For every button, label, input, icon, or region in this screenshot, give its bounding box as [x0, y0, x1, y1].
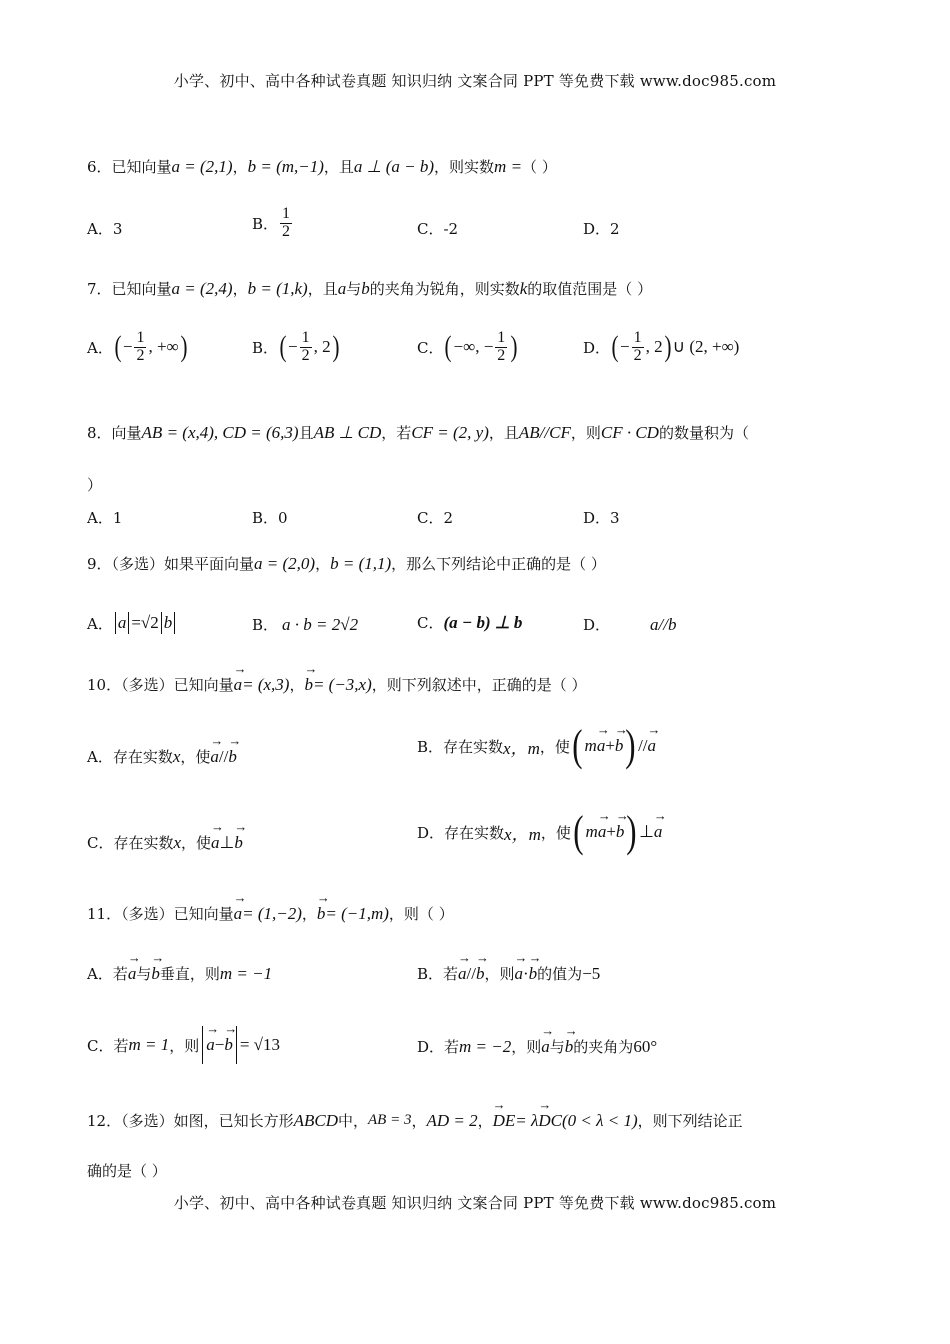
q10-option-c-x: x — [173, 832, 182, 852]
q12-zhong: 中， — [337, 1112, 368, 1130]
q11-option-b-b2: → b — [529, 964, 538, 984]
q11-option-d-m: m = −2 — [459, 1036, 512, 1056]
q10-option-b-b: → b — [615, 736, 624, 756]
q7-option-c — [417, 330, 519, 365]
q11-option-b-a2: → a — [515, 964, 524, 984]
q10-option-b-shi: ，使 — [539, 737, 570, 756]
q12-tail: ，则下列结论正 — [637, 1112, 743, 1130]
q10-option-c-label: C．存在实数 — [87, 834, 174, 852]
q7-mid: ，且 — [307, 280, 338, 298]
q12-eq: = λ — [515, 1110, 539, 1130]
q11-option-a-a: → a — [128, 964, 137, 984]
q11-vector-b: → b — [317, 904, 326, 924]
q6-vector-b: b = (m,−1) — [247, 156, 324, 176]
q8-option-d — [583, 507, 620, 528]
q7-option-b — [252, 330, 341, 365]
q9-option-c — [417, 612, 522, 633]
q10-number: 10．（多选）已知向量 — [87, 676, 234, 694]
question-12 — [87, 1110, 743, 1131]
q10-option-d-label: D．存在实数 — [417, 823, 505, 842]
q8-tail: 的数量积为（ — [658, 424, 749, 442]
q12-ab: AB = 3 — [368, 1112, 412, 1128]
q11-option-b-rel: // — [466, 963, 476, 983]
abs-bar — [128, 612, 129, 634]
q12-dc: → DC — [538, 1111, 562, 1131]
q7-option-c-rparen: ) — [510, 330, 518, 364]
q7-option-d-rparen: ) — [664, 330, 672, 364]
q7-option-d-den: 2 — [633, 346, 642, 364]
q12-rect: ABCD — [293, 1110, 338, 1130]
q11-option-a — [87, 963, 272, 984]
q7-option-a-post: , +∞ — [148, 337, 179, 357]
abs-bar — [202, 1026, 203, 1064]
q11-option-a-b: → b — [151, 964, 160, 984]
q7-option-c-label: C． — [417, 338, 444, 357]
q6-number: 6．已知向量 — [87, 158, 172, 176]
q6-option-b-label: B． — [252, 214, 279, 233]
q12-wrap — [87, 1160, 167, 1181]
q10-option-d-shi: ，使 — [540, 823, 571, 842]
q7-option-a-num: 1 — [136, 329, 145, 346]
q10-option-d-b: → b — [616, 822, 625, 842]
q7-option-b-rparen: ) — [332, 330, 340, 364]
page-footer: 小学、初中、高中各种试卷真题 知识归纳 文案合同 PPT 等免费下载 www.doc985.com — [173, 1194, 777, 1212]
q7-option-b-label: B． — [252, 338, 279, 357]
q11-option-d-yu: 与 — [549, 1038, 565, 1056]
q11-option-a-label: A．若 — [87, 965, 128, 983]
q11-option-d-label: D．若 — [417, 1038, 460, 1056]
q11-vector-b-value: = (−1,m) — [325, 903, 389, 923]
q11-vector-a-value: = (1,−2) — [242, 903, 302, 923]
q11-option-c-a: → a — [206, 1035, 215, 1055]
q11-option-d-tail: 的夹角为 — [573, 1038, 634, 1056]
q12-ad: AD = 2 — [426, 1110, 478, 1130]
q10-option-a-b: → b — [228, 747, 237, 767]
q10-tail: ，则下列叙述中，正确的是（ ） — [371, 676, 587, 694]
q11-option-d-mid: ，则 — [511, 1038, 542, 1056]
q9-option-a-mid: =√2 — [131, 613, 159, 632]
q12-range: (0 < λ < 1) — [562, 1110, 638, 1130]
q12-sep1: ， — [411, 1112, 427, 1130]
q6-option-a-text: A．3 — [87, 220, 123, 238]
q8-number: 8．向量 — [87, 424, 142, 442]
q11-option-d-a: → a — [541, 1037, 550, 1057]
q10-option-a-a: → a — [210, 747, 219, 767]
q12-sep2: ， — [477, 1112, 493, 1130]
q11-option-b-val: −5 — [582, 963, 601, 983]
q7-option-d-fraction — [632, 330, 644, 365]
q7-number: 7．已知向量 — [87, 280, 172, 298]
q8-mid1: 且 — [298, 424, 314, 442]
q7-option-a-rparen: ) — [180, 330, 188, 364]
q6-option-b-num: 1 — [282, 205, 291, 222]
q6-option-d — [583, 218, 620, 239]
q10-option-a-label: A．存在实数 — [87, 748, 173, 766]
q9-option-b — [252, 614, 358, 635]
q9-vector-b: b = (1,1) — [330, 553, 392, 573]
q11-number: 11．（多选）已知向量 — [87, 905, 234, 923]
abs-bar — [174, 612, 175, 634]
q11-vector-a: → a — [234, 904, 243, 924]
question-8 — [87, 422, 749, 443]
q11-option-d-val: 60° — [633, 1036, 658, 1056]
q10-option-d-vars: x，m — [504, 824, 541, 844]
q7-option-d-lparen: ( — [611, 330, 619, 364]
q8-cond2: AB//CF — [518, 422, 571, 442]
q9-tail: ，那么下列结论中正确的是（ ） — [391, 555, 606, 573]
q11-option-c-mid: ，则 — [169, 1036, 200, 1055]
q8-wrap — [87, 474, 102, 495]
q7-option-c-num: 1 — [497, 329, 506, 346]
q6-paren: （ ） — [522, 158, 557, 176]
q10-option-d-lparen: ( — [573, 807, 584, 856]
question-7 — [87, 278, 652, 299]
abs-bar — [115, 612, 116, 634]
q11-tail: ，则（ ） — [388, 905, 454, 923]
q8-mid2: ，若 — [381, 424, 412, 442]
q11-option-b-label: B．若 — [417, 965, 459, 983]
q10-option-d — [417, 807, 663, 856]
q11-sep: ， — [301, 905, 317, 923]
q10-option-d-m: m — [585, 822, 598, 841]
q7-option-a-pre: − — [122, 337, 133, 357]
q10-vector-b-value: = (−3,x) — [312, 674, 372, 694]
q9-option-d-label: D． — [583, 616, 611, 634]
q9-option-a-b: b — [163, 613, 173, 632]
q11-option-c-b: → b — [224, 1035, 233, 1055]
q10-option-b-vars: x，m — [503, 738, 540, 758]
q10-option-b-a: → a — [597, 736, 606, 756]
q8-option-b-text: B．0 — [252, 509, 288, 527]
q10-option-c-shi: ，使 — [181, 834, 212, 852]
q10-vector-a: → a — [234, 675, 243, 695]
q8-option-d-text: D．3 — [583, 509, 620, 527]
q6-option-b — [252, 206, 294, 241]
q9-number: 9．（多选）如果平面向量 — [87, 555, 255, 573]
q9-sep: ， — [315, 555, 331, 573]
q11-option-b-a: → a — [458, 964, 467, 984]
q10-option-c-a: → a — [211, 833, 220, 853]
q9-option-d-expr: a//b — [650, 614, 677, 634]
q7-option-a-den: 2 — [136, 346, 145, 364]
q8-expr: CF · CD — [600, 422, 659, 442]
q11-option-c — [87, 1026, 280, 1064]
q7-a: a — [337, 278, 347, 298]
q7-option-d-pre: − — [620, 337, 630, 357]
q10-option-b-m: m — [584, 736, 597, 755]
q10-option-a-x: x — [172, 746, 181, 766]
question-9 — [87, 553, 606, 574]
q9-option-d — [583, 614, 676, 635]
q7-option-b-fraction — [300, 330, 312, 365]
q9-option-a-label: A． — [87, 614, 113, 633]
q11-option-a-m: m = −1 — [219, 963, 273, 983]
q10-option-d-plus: + — [606, 822, 616, 841]
q8-wrap-text: ） — [87, 476, 103, 494]
q8-option-a — [87, 507, 122, 528]
q7-option-c-pre: −∞, − — [453, 337, 494, 357]
question-6 — [87, 156, 557, 177]
q10-option-b — [417, 721, 657, 770]
q11-option-c-m: m = 1 — [128, 1035, 170, 1054]
q10-option-b-rel: // — [638, 736, 648, 755]
q11-option-c-val: = √13 — [239, 1035, 281, 1054]
q11-option-b-mid: ，则 — [484, 965, 515, 983]
q10-option-b-plus: + — [605, 736, 615, 755]
q7-sep: ， — [232, 280, 248, 298]
q8-cond1: AB ⊥ CD — [313, 422, 382, 442]
q7-option-c-lparen: ( — [444, 330, 452, 364]
q10-option-d-rparen: ) — [626, 807, 637, 856]
q7-option-a — [87, 330, 189, 365]
q7-option-b-lparen: ( — [279, 330, 287, 364]
q8-mid4: ，则 — [570, 424, 601, 442]
q11-option-b-dot: · — [523, 963, 529, 983]
q6-option-b-fraction — [280, 206, 292, 241]
q10-option-c-b: → b — [234, 833, 243, 853]
q7-option-d-union: ∪ (2, +∞) — [672, 337, 740, 357]
q6-option-b-den: 2 — [282, 222, 291, 240]
q7-option-d-post: , 2 — [645, 337, 663, 357]
q7-option-b-den: 2 — [301, 346, 310, 364]
q7-option-c-den: 2 — [497, 346, 506, 364]
q7-option-a-label: A． — [87, 338, 113, 357]
q11-option-b-tail: 的值为 — [537, 965, 583, 983]
q10-vector-b: → b — [304, 675, 313, 695]
q8-option-a-text: A．1 — [87, 509, 123, 527]
q9-option-a-a: a — [117, 613, 127, 632]
q9-option-a — [87, 612, 177, 634]
q7-vector-a: a = (2,4) — [171, 278, 233, 298]
q6-condition: a ⊥ (a − b) — [353, 156, 435, 176]
q9-option-b-label: B． — [252, 616, 279, 634]
q12-number: 12．（多选）如图，已知长方形 — [87, 1112, 294, 1130]
q10-option-b-a2: → a — [648, 736, 657, 756]
q7-option-c-fraction — [495, 330, 507, 365]
q6-mid: ，且 — [323, 158, 354, 176]
q7-yu: 与 — [346, 280, 362, 298]
q10-option-b-rparen: ) — [625, 721, 636, 770]
q6-option-a — [87, 218, 122, 239]
q11-option-c-label: C．若 — [87, 1036, 129, 1055]
q8-option-c — [417, 507, 453, 528]
q9-vector-a: a = (2,0) — [254, 553, 316, 573]
q7-option-a-lparen: ( — [114, 330, 122, 364]
q7-k: k — [519, 278, 528, 298]
q11-option-d-b: → b — [565, 1037, 574, 1057]
abs-bar — [161, 612, 162, 634]
q7-option-d-num: 1 — [633, 329, 642, 346]
question-10 — [87, 674, 587, 695]
question-11 — [87, 903, 454, 924]
q9-option-c-expr: (a − b) ⊥ b — [443, 612, 523, 632]
q8-mid3: ，且 — [488, 424, 519, 442]
q10-option-a-rel: // — [218, 746, 229, 766]
q10-option-a — [87, 746, 237, 767]
q7-tail: 的取值范围是（ ） — [527, 280, 653, 298]
q10-option-d-rel: ⊥ — [639, 822, 654, 841]
q10-option-c-rel: ⊥ — [219, 832, 235, 852]
q7-option-d-label: D． — [583, 338, 611, 357]
q6-sep: ， — [232, 158, 248, 176]
q6-vector-a: a = (2,1) — [171, 156, 233, 176]
q7-option-b-post: , 2 — [313, 337, 331, 357]
q6-var: m = — [494, 156, 523, 176]
q10-sep: ， — [289, 676, 305, 694]
q8-eq2: CF = (2, y) — [411, 422, 489, 442]
q7-option-a-fraction — [134, 330, 146, 365]
q6-option-c — [417, 218, 458, 239]
q9-option-b-expr: a · b = 2√2 — [282, 614, 359, 634]
q10-vector-a-value: = (x,3) — [242, 674, 290, 694]
q6-tail: ，则实数 — [434, 158, 495, 176]
q10-option-b-lparen: ( — [572, 721, 583, 770]
q7-text2: 的夹角为锐角，则实数 — [369, 280, 520, 298]
q7-b: b — [361, 278, 370, 298]
page-header: 小学、初中、高中各种试卷真题 知识归纳 文案合同 PPT 等免费下载 www.doc985.com — [173, 72, 777, 90]
q8-option-c-text: C．2 — [417, 509, 454, 527]
q11-option-b-b: → b — [476, 964, 485, 984]
q11-option-a-yu: 与 — [136, 965, 152, 983]
q8-eq1: AB = (x,4), CD = (6,3) — [141, 422, 299, 442]
q10-option-b-label: B．存在实数 — [417, 737, 504, 756]
q11-option-c-minus: − — [214, 1035, 225, 1054]
q10-option-c — [87, 832, 243, 853]
q10-option-a-shi: ，使 — [180, 748, 211, 766]
q12-wrap-text: 确的是（ ） — [87, 1162, 167, 1180]
q11-option-a-mid: 垂直，则 — [159, 965, 220, 983]
q12-de: → DE — [493, 1111, 516, 1131]
q11-option-b — [417, 963, 600, 984]
q7-option-b-pre: − — [288, 337, 298, 357]
q7-vector-b: b = (1,k) — [247, 278, 308, 298]
q9-option-c-label: C． — [417, 614, 444, 632]
q10-option-d-a: → a — [598, 822, 607, 842]
q7-option-d — [583, 330, 739, 365]
q6-option-c-text: C．-2 — [417, 220, 459, 238]
q7-option-b-num: 1 — [301, 329, 310, 346]
q11-option-d — [417, 1036, 657, 1057]
q10-option-d-a2: → a — [654, 822, 663, 842]
q6-option-d-text: D．2 — [583, 220, 620, 238]
q8-option-b — [252, 507, 288, 528]
